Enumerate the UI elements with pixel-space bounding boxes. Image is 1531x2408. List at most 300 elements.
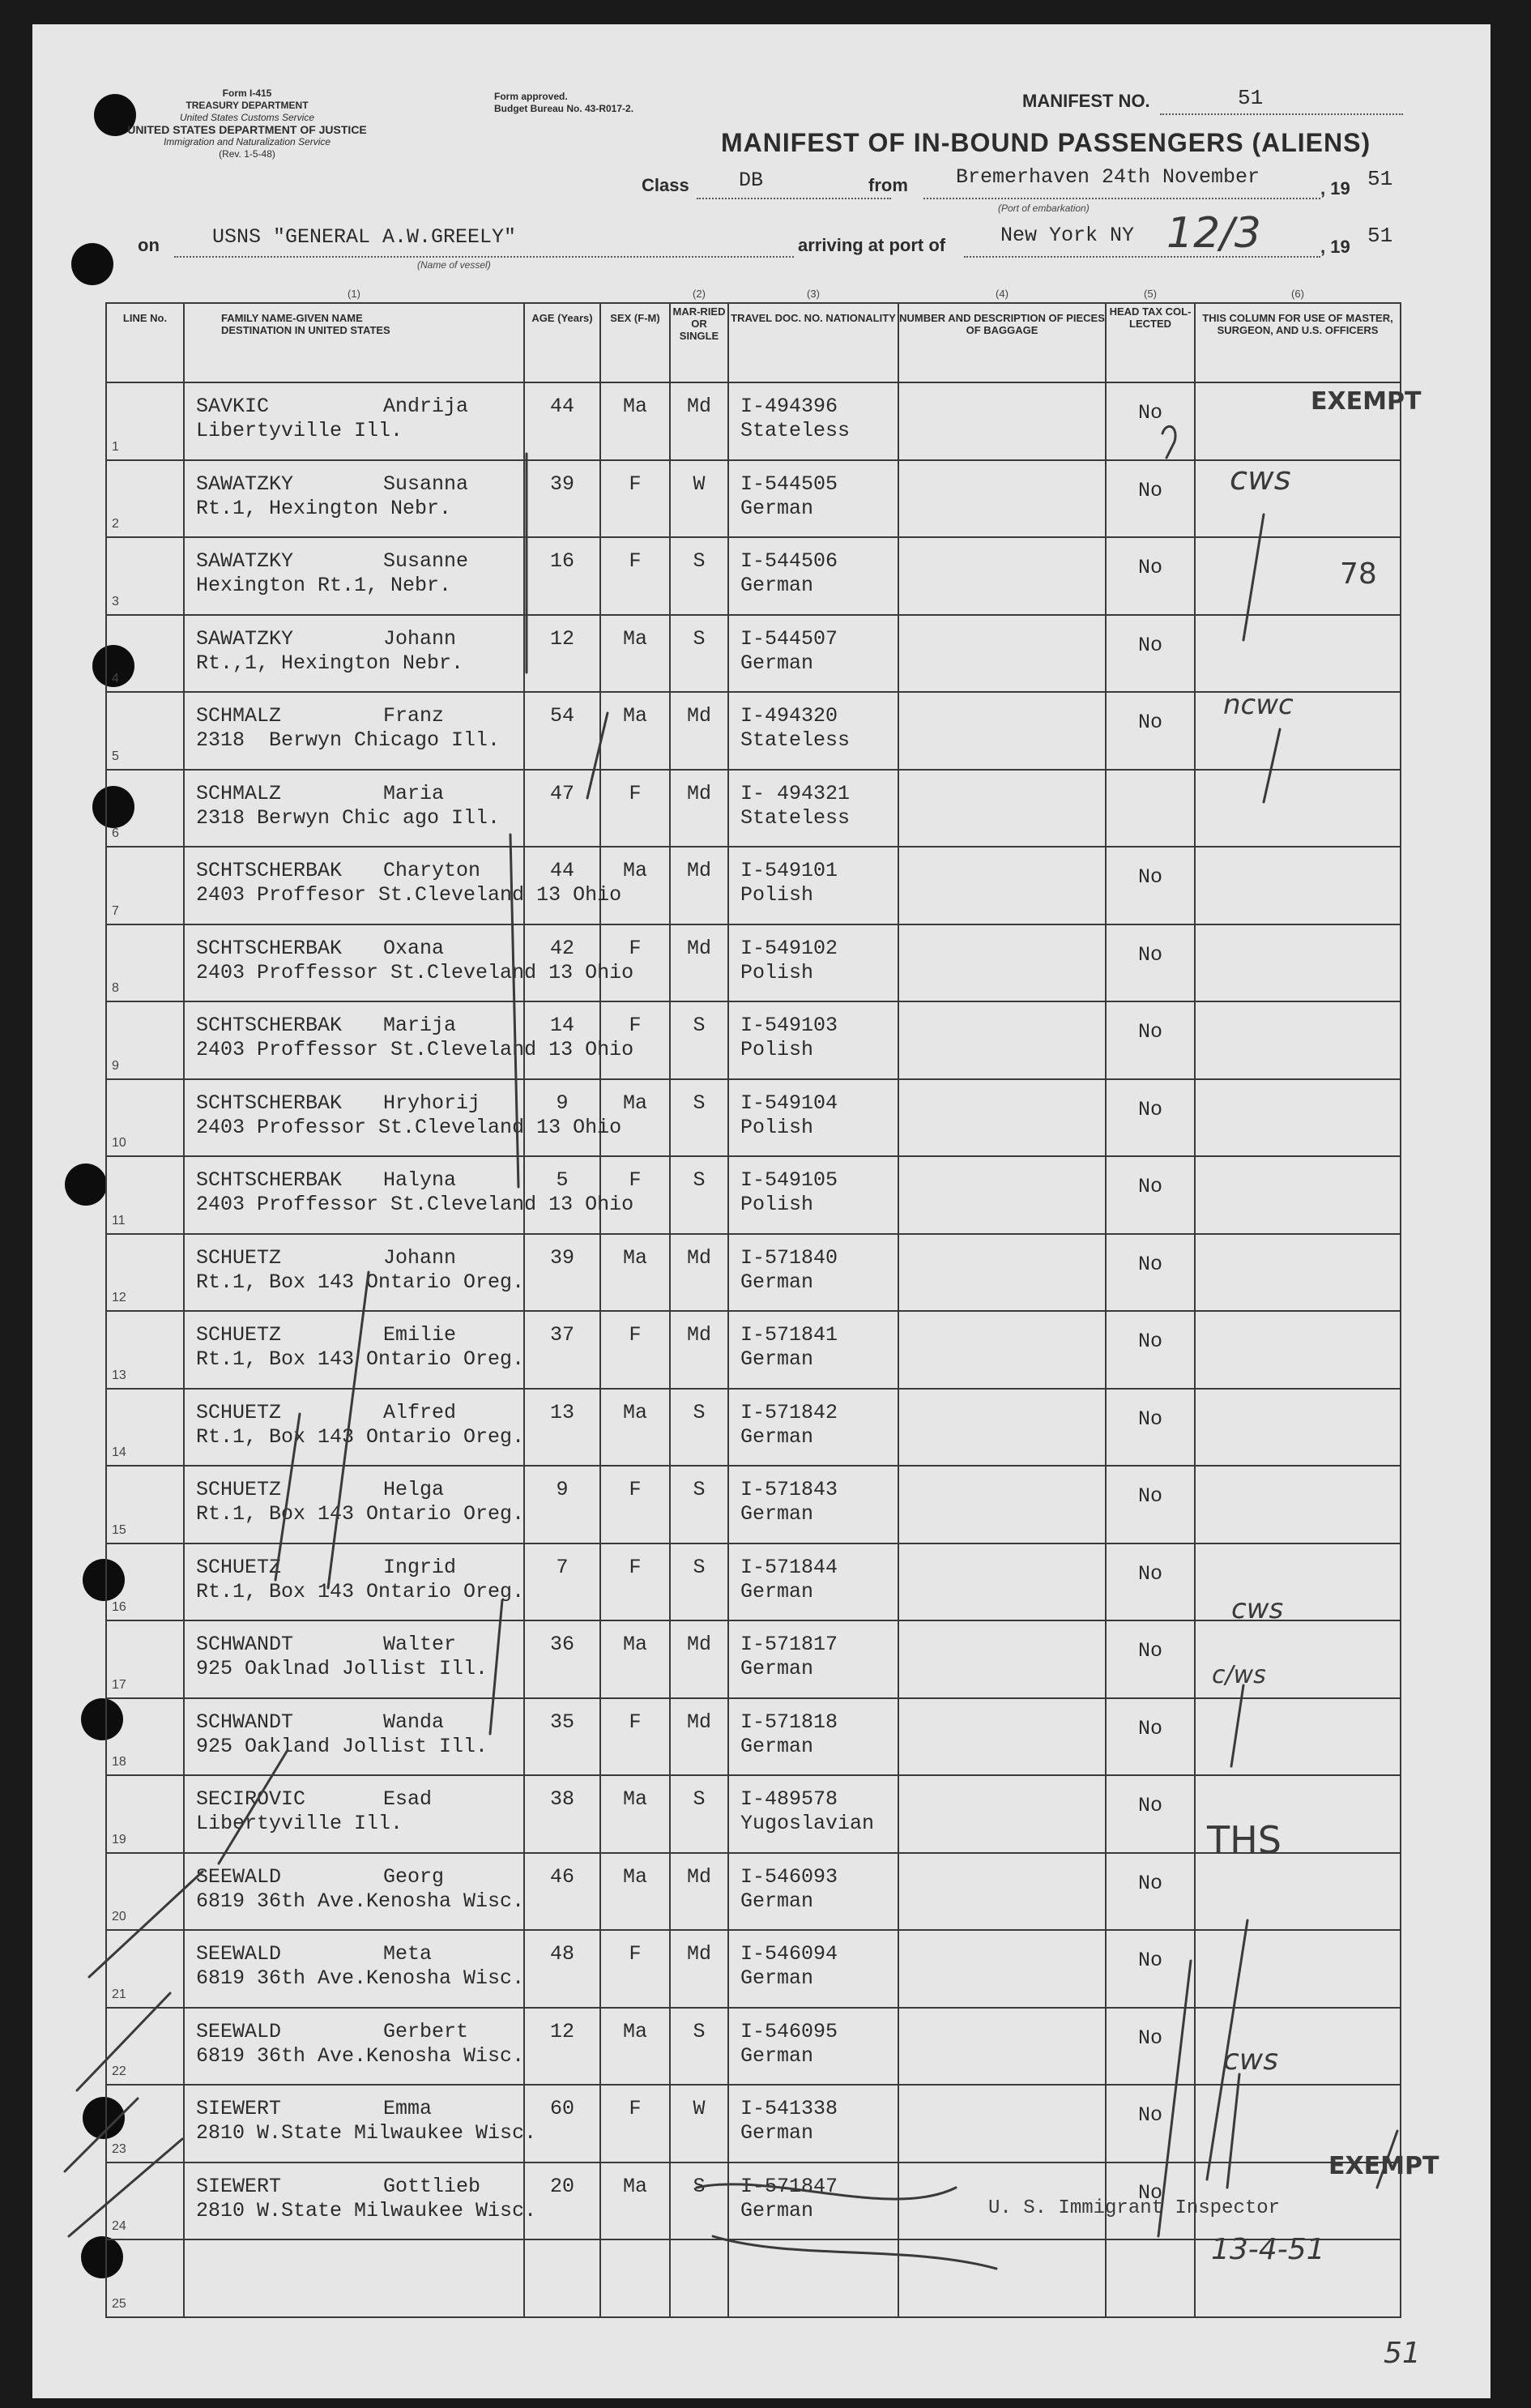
travel-doc-no: I-546094 xyxy=(740,1942,838,1966)
age-value: 12 xyxy=(549,626,574,651)
ink-stroke xyxy=(1231,1685,1243,1766)
given-name: Gerbert xyxy=(383,2019,469,2043)
head-tax-value: No xyxy=(1137,633,1162,657)
nationality: Yugoslavian xyxy=(740,1812,875,1835)
sex-value: F xyxy=(629,1323,642,1347)
marital-value: S xyxy=(693,626,706,651)
line-number: 18 xyxy=(112,1755,126,1769)
ink-stroke xyxy=(77,1993,170,2090)
family-name: SCHWANDT xyxy=(196,1710,294,1734)
column-number: (3) xyxy=(807,288,820,300)
destination: 2318 Berwyn Chicago Ill. xyxy=(196,728,501,752)
nationality: German xyxy=(740,2121,814,2145)
nationality: German xyxy=(740,1966,814,1990)
marital-value: Md xyxy=(686,1245,711,1270)
given-name: Gottlieb xyxy=(383,2174,481,2198)
travel-doc-no: I-549103 xyxy=(740,1014,838,1037)
family-name: SEEWALD xyxy=(196,2019,282,2043)
destination: Rt.1, Box 143 Ontario Oreg. xyxy=(196,1424,525,1449)
exempt-stamp: EXEMPT xyxy=(1328,2152,1439,2180)
age-value: 39 xyxy=(549,472,574,496)
marital-value: S xyxy=(693,1014,706,1037)
age-value: 48 xyxy=(549,1942,574,1966)
destination: Libertyville Ill. xyxy=(196,1812,403,1835)
travel-doc-no: I-549104 xyxy=(740,1091,838,1115)
column-number: (2) xyxy=(693,288,706,300)
sex-value: Ma xyxy=(622,395,647,418)
destination: Rt.1, Hexington Nebr. xyxy=(196,496,452,520)
ink-stroke xyxy=(219,1750,288,1864)
budget-bureau-label: Budget Bureau No. 43-R017-2. xyxy=(494,103,634,114)
travel-doc-no: I-549105 xyxy=(740,1168,838,1192)
given-name: Charyton xyxy=(383,859,481,882)
family-name: SCHMALZ xyxy=(196,781,282,805)
ink-stroke xyxy=(1243,514,1264,640)
line-number: 5 xyxy=(112,749,119,763)
family-name: SCHUETZ xyxy=(196,1400,282,1424)
travel-doc-no: I-571843 xyxy=(740,1478,838,1501)
head-tax-value: No xyxy=(1137,556,1162,579)
marital-value: W xyxy=(693,472,706,496)
column-number: (5) xyxy=(1144,288,1157,300)
age-value: 44 xyxy=(549,395,574,418)
sex-value: F xyxy=(629,1478,642,1501)
travel-doc-no: I- 494321 xyxy=(740,781,851,805)
ink-stroke xyxy=(1264,729,1280,802)
head-tax-value: No xyxy=(1137,1716,1162,1740)
customs-label: United States Customs Service xyxy=(179,112,315,123)
family-name: SCHUETZ xyxy=(196,1323,282,1347)
head-tax-value: No xyxy=(1137,1484,1162,1508)
travel-doc-no: I-544506 xyxy=(740,549,838,573)
line-number: 9 xyxy=(112,1058,119,1073)
handwritten-note: THS xyxy=(1207,1818,1282,1862)
sex-value: Ma xyxy=(622,626,647,651)
head-tax-value: No xyxy=(1137,1639,1162,1663)
col-married: MAR-RIED OR SINGLE xyxy=(670,303,728,382)
manifest-no-label: MANIFEST NO. xyxy=(1022,91,1150,111)
inspector-caption: U. S. Immigrant Inspector xyxy=(988,2197,1281,2219)
year-prefix: , 19 xyxy=(1320,237,1350,257)
line-number: 14 xyxy=(112,1445,126,1459)
sex-value: Ma xyxy=(622,1633,647,1656)
marital-value: Md xyxy=(686,859,711,882)
col-age: AGE (Years) xyxy=(524,303,600,382)
marital-value: Md xyxy=(686,1864,711,1889)
nationality: Polish xyxy=(740,1193,814,1216)
age-value: 9 xyxy=(556,1091,569,1115)
destination: 2403 Proffesor St.Cleveland 13 Ohio xyxy=(196,883,622,907)
destination: 2810 W.State Milwaukee Wisc. xyxy=(196,2198,537,2222)
family-name: SIEWERT xyxy=(196,2174,282,2198)
age-value: 60 xyxy=(549,2097,574,2120)
marital-value: S xyxy=(693,549,706,573)
given-name: Ingrid xyxy=(383,1555,457,1579)
head-tax-value: No xyxy=(1137,1175,1162,1198)
age-value: 16 xyxy=(549,549,574,573)
given-name: Walter xyxy=(383,1633,457,1656)
marital-value: Md xyxy=(686,1942,711,1966)
travel-doc-no: I-571841 xyxy=(740,1323,838,1347)
given-name: Susanna xyxy=(383,472,469,496)
marital-value: W xyxy=(693,2097,706,2120)
year-prefix: , 19 xyxy=(1320,178,1350,199)
given-name: Marija xyxy=(383,1014,457,1037)
given-name: Meta xyxy=(383,1942,433,1966)
nationality: Stateless xyxy=(740,728,851,752)
column-number: (4) xyxy=(996,288,1009,300)
age-value: 9 xyxy=(556,1478,569,1501)
head-tax-value: No xyxy=(1137,1020,1162,1044)
marital-value: S xyxy=(693,1400,706,1424)
head-tax-value: No xyxy=(1137,2103,1162,2127)
head-tax-value: No xyxy=(1137,1330,1162,1353)
vessel-caption: (Name of vessel) xyxy=(417,259,491,271)
handwritten-note: cws xyxy=(1231,1593,1284,1625)
marital-value: Md xyxy=(686,1323,711,1347)
nationality: Polish xyxy=(740,1038,814,1061)
nationality: Polish xyxy=(740,960,814,984)
given-name: Johann xyxy=(383,626,457,651)
nationality: German xyxy=(740,2043,814,2068)
line-number: 15 xyxy=(112,1522,126,1537)
travel-doc-no: I-571842 xyxy=(740,1400,838,1424)
travel-doc-no: I-571817 xyxy=(740,1633,838,1656)
head-tax-value: No xyxy=(1137,1252,1162,1276)
col-baggage: NUMBER AND DESCRIPTION OF PIECES OF BAGGAGE xyxy=(898,303,1106,382)
sex-value: Ma xyxy=(622,1864,647,1889)
nationality: German xyxy=(740,1347,814,1371)
age-value: 39 xyxy=(549,1245,574,1270)
page-title: MANIFEST OF IN-BOUND PASSENGERS (ALIENS) xyxy=(721,128,1371,157)
vessel-name: USNS "GENERAL A.W.GREELY" xyxy=(212,225,517,249)
family-name: SCHTSCHERBAK xyxy=(196,1168,343,1192)
travel-doc-no: I-544505 xyxy=(740,472,838,496)
sex-value: F xyxy=(629,1710,642,1734)
sex-value: F xyxy=(629,2097,642,2120)
travel-doc-no: I-544507 xyxy=(740,626,838,651)
given-name: Esad xyxy=(383,1787,433,1811)
line-number: 21 xyxy=(112,1987,126,2001)
age-value: 13 xyxy=(549,1400,574,1424)
marital-value: Md xyxy=(686,704,711,728)
nationality: German xyxy=(740,2198,814,2222)
family-name: SCHUETZ xyxy=(196,1555,282,1579)
sex-value: F xyxy=(629,1014,642,1037)
arriving-port: New York NY xyxy=(1000,224,1135,247)
sex-value: Ma xyxy=(622,1245,647,1270)
on-label: on xyxy=(138,235,160,255)
nationality: German xyxy=(740,1270,814,1294)
family-name: SAWATZKY xyxy=(196,626,294,651)
family-name: SCHTSCHERBAK xyxy=(196,1091,343,1115)
age-value: 37 xyxy=(549,1323,574,1347)
line-number: 23 xyxy=(112,2141,126,2156)
ink-stroke xyxy=(275,1414,300,1580)
ink-stroke xyxy=(65,2098,138,2171)
arriving-label: arriving at port of xyxy=(798,235,946,255)
travel-doc-no: I-546095 xyxy=(740,2019,838,2043)
sex-value: Ma xyxy=(622,2019,647,2043)
family-name: SCHTSCHERBAK xyxy=(196,1014,343,1037)
given-name: Emilie xyxy=(383,1323,457,1347)
travel-doc-no: I-541338 xyxy=(740,2097,838,2120)
family-name: SAWATZKY xyxy=(196,472,294,496)
arrival-date-handwritten: 12/3 xyxy=(1166,209,1261,258)
travel-doc-no: I-571840 xyxy=(740,1245,838,1270)
nationality: Stateless xyxy=(740,805,851,830)
line-number: 25 xyxy=(112,2296,126,2311)
travel-doc-no: I-546093 xyxy=(740,1864,838,1889)
column-number: (6) xyxy=(1291,288,1304,300)
col-line-no: LINE No. xyxy=(106,303,184,382)
given-name: Helga xyxy=(383,1478,445,1501)
head-tax-value: No xyxy=(1137,1949,1162,1972)
destination: 2403 Professor St.Cleveland 13 Ohio xyxy=(196,1115,622,1139)
page-number: 51 xyxy=(1384,2337,1421,2370)
marital-value: S xyxy=(693,1787,706,1811)
ink-stroke xyxy=(89,1872,203,1977)
exempt-stamp: EXEMPT xyxy=(1311,387,1422,416)
head-tax-value: No xyxy=(1137,401,1162,425)
nationality: Stateless xyxy=(740,419,851,442)
age-value: 12 xyxy=(549,2019,574,2043)
age-value: 35 xyxy=(549,1710,574,1734)
destination: Rt.1, Box 143 Ontario Oreg. xyxy=(196,1347,525,1371)
from-value: Bremerhaven 24th November xyxy=(956,165,1260,189)
family-name: SEEWALD xyxy=(196,1864,282,1889)
age-value: 38 xyxy=(549,1787,574,1811)
line-number: 4 xyxy=(112,672,119,685)
sex-value: Ma xyxy=(622,1091,647,1115)
year-value: 51 xyxy=(1367,167,1393,191)
head-tax-value: No xyxy=(1137,1097,1162,1121)
line-number: 17 xyxy=(112,1677,126,1692)
destination: Rt.1, Box 143 Ontario Oreg. xyxy=(196,1579,525,1603)
family-name: SCHTSCHERBAK xyxy=(196,859,343,882)
given-name: Maria xyxy=(383,781,445,805)
nationality: German xyxy=(740,1889,814,1913)
age-value: 42 xyxy=(549,936,574,960)
head-tax-value: No xyxy=(1137,942,1162,967)
line-number: 19 xyxy=(112,1832,126,1847)
destination: 6819 36th Ave.Kenosha Wisc. xyxy=(196,1889,525,1913)
family-name: SCHUETZ xyxy=(196,1245,282,1270)
family-name: SCHMALZ xyxy=(196,704,282,728)
form-number: Form I-415 xyxy=(222,88,272,99)
line-number: 1 xyxy=(112,439,119,454)
nationality: German xyxy=(740,1424,814,1449)
family-name: SEEWALD xyxy=(196,1942,282,1966)
family-name: SCHTSCHERBAK xyxy=(196,936,343,960)
head-tax-value: No xyxy=(1137,865,1162,889)
age-value: 44 xyxy=(549,859,574,882)
ink-stroke xyxy=(328,1272,369,1588)
ink-stroke xyxy=(1227,2074,1239,2188)
sex-value: F xyxy=(629,472,642,496)
line-number: 11 xyxy=(112,1213,126,1227)
ink-stroke xyxy=(697,2184,996,2269)
sex-value: Ma xyxy=(622,2174,647,2198)
sex-value: F xyxy=(629,936,642,960)
family-name: SCHUETZ xyxy=(196,1478,282,1501)
line-number: 6 xyxy=(112,826,119,840)
family-name: SECIROVIC xyxy=(196,1787,306,1811)
sex-value: F xyxy=(629,781,642,805)
class-value: DB xyxy=(739,169,764,192)
travel-doc-no: I-494320 xyxy=(740,704,838,728)
age-value: 47 xyxy=(549,781,574,805)
line-number: 8 xyxy=(112,981,119,995)
line-number: 10 xyxy=(112,1136,126,1150)
line-number: 20 xyxy=(112,1910,126,1923)
line-number: 3 xyxy=(112,594,119,608)
given-name: Emma xyxy=(383,2097,433,2120)
handwritten-note: c/ws xyxy=(1212,1661,1266,1689)
ink-stroke xyxy=(1162,426,1175,458)
travel-doc-no: I-571844 xyxy=(740,1555,838,1579)
nationality: German xyxy=(740,574,814,597)
destination: 2318 Berwyn Chic ago Ill. xyxy=(196,805,501,830)
given-name: Hryhorij xyxy=(383,1091,481,1115)
col-official-use: THIS COLUMN FOR USE OF MASTER, SURGEON, AND U.S. OFFICERS xyxy=(1195,303,1401,382)
sex-value: F xyxy=(629,1942,642,1966)
nationality: German xyxy=(740,1502,814,1526)
age-value: 54 xyxy=(549,704,574,728)
nationality: German xyxy=(740,1657,814,1680)
given-name: Georg xyxy=(383,1864,445,1889)
from-label: from xyxy=(868,175,908,195)
marital-value: Md xyxy=(686,395,711,418)
age-value: 36 xyxy=(549,1633,574,1656)
destination: 925 Oakland Jollist Ill. xyxy=(196,1734,488,1758)
ink-stroke xyxy=(490,1600,502,1734)
age-value: 46 xyxy=(549,1864,574,1889)
head-tax-value: No xyxy=(1137,2026,1162,2050)
marital-value: S xyxy=(693,1091,706,1115)
line-number: 16 xyxy=(112,1600,126,1614)
col-sex: SEX (F-M) xyxy=(600,303,670,382)
family-name: SIEWERT xyxy=(196,2097,282,2120)
nationality: German xyxy=(740,1734,814,1758)
marital-value: S xyxy=(693,1168,706,1192)
revision-label: (Rev. 1-5-48) xyxy=(219,148,275,160)
age-value: 5 xyxy=(556,1168,569,1192)
marital-value: S xyxy=(693,2174,706,2198)
travel-doc-no: I-571818 xyxy=(740,1710,838,1734)
destination: Rt.1, Box 143 Ontario Oreg. xyxy=(196,1502,525,1526)
line-number: 22 xyxy=(112,2064,126,2078)
head-tax-value: No xyxy=(1137,1561,1162,1586)
destination: 6819 36th Ave.Kenosha Wisc. xyxy=(196,1966,525,1990)
nationality: German xyxy=(740,496,814,520)
sex-value: Ma xyxy=(622,859,647,882)
marital-value: Md xyxy=(686,936,711,960)
age-value: 7 xyxy=(556,1555,569,1579)
marital-value: Md xyxy=(686,1710,711,1734)
head-tax-value: No xyxy=(1137,1407,1162,1431)
head-tax-value: No xyxy=(1137,1794,1162,1817)
travel-doc-no: I-571847 xyxy=(740,2174,838,2198)
treasury-label: TREASURY DEPARTMENT xyxy=(186,100,309,111)
travel-doc-no: I-494396 xyxy=(740,395,838,418)
port-embark-caption: (Port of embarkation) xyxy=(998,203,1090,214)
ink-stroke xyxy=(69,2139,182,2236)
line-number: 13 xyxy=(112,1368,126,1382)
destination: 2403 Proffessor St.Cleveland 13 Ohio xyxy=(196,1193,634,1216)
column-number: (1) xyxy=(348,288,360,300)
inspector-date: 13-4-51 xyxy=(1211,2233,1325,2266)
handwritten-note: ncwc xyxy=(1223,689,1294,721)
family-name: SAVKIC xyxy=(196,395,270,418)
destination: 925 Oaklnad Jollist Ill. xyxy=(196,1657,488,1680)
handwritten-note: cws xyxy=(1230,460,1291,497)
given-name: Johann xyxy=(383,1245,457,1270)
marital-value: Md xyxy=(686,781,711,805)
destination: 2403 Proffessor St.Cleveland 13 Ohio xyxy=(196,960,634,984)
travel-doc-no: I-549101 xyxy=(740,859,838,882)
marital-value: Md xyxy=(686,1633,711,1656)
nationality: Polish xyxy=(740,883,814,907)
given-name: Oxana xyxy=(383,936,445,960)
ins-label: Immigration and Naturalization Service xyxy=(163,136,331,147)
handwritten-note: 78 xyxy=(1340,557,1377,591)
ink-stroke xyxy=(587,713,608,798)
col-head-tax: HEAD TAX COL-LECTED xyxy=(1106,303,1195,382)
head-tax-value: No xyxy=(1137,711,1162,734)
ink-stroke xyxy=(510,835,518,1187)
destination: Hexington Rt.1, Nebr. xyxy=(196,574,452,597)
sex-value: Ma xyxy=(622,1400,647,1424)
head-tax-value: No xyxy=(1137,1871,1162,1895)
marital-value: S xyxy=(693,1555,706,1579)
sex-value: Ma xyxy=(622,1787,647,1811)
travel-doc-no: I-549102 xyxy=(740,936,838,960)
age-value: 20 xyxy=(549,2174,574,2198)
manifest-no-value: 51 xyxy=(1238,86,1264,110)
given-name: Franz xyxy=(383,704,445,728)
given-name: Alfred xyxy=(383,1400,457,1424)
destination: 2810 W.State Milwaukee Wisc. xyxy=(196,2121,537,2145)
sex-value: F xyxy=(629,1555,642,1579)
line-number: 24 xyxy=(112,2219,126,2233)
given-name: Susanne xyxy=(383,549,469,573)
destination: Rt.1, Box 143 Ontario Oreg. xyxy=(196,1270,525,1294)
family-name: SAWATZKY xyxy=(196,549,294,573)
sex-value: Ma xyxy=(622,704,647,728)
marital-value: S xyxy=(693,1478,706,1501)
given-name: Halyna xyxy=(383,1168,457,1192)
marital-value: S xyxy=(693,2019,706,2043)
line-number: 2 xyxy=(112,517,119,531)
approved-label: Form approved. xyxy=(494,91,568,102)
family-name: SCHWANDT xyxy=(196,1633,294,1656)
year-value: 51 xyxy=(1367,224,1393,248)
handwritten-note: cws xyxy=(1223,2043,1278,2077)
given-name: Wanda xyxy=(383,1710,445,1734)
destination: 2403 Proffessor St.Cleveland 13 Ohio xyxy=(196,1038,634,1061)
sex-value: F xyxy=(629,549,642,573)
given-name: Andrija xyxy=(383,395,469,418)
destination: Libertyville Ill. xyxy=(196,419,403,442)
col-travel-doc: TRAVEL DOC. NO. NATIONALITY xyxy=(728,303,898,382)
head-tax-value: No xyxy=(1137,478,1162,502)
destination: Rt.,1, Hexington Nebr. xyxy=(196,651,464,675)
nationality: German xyxy=(740,651,814,675)
nationality: German xyxy=(740,1579,814,1603)
head-tax-value: No xyxy=(1137,2180,1162,2205)
line-number: 7 xyxy=(112,903,119,918)
